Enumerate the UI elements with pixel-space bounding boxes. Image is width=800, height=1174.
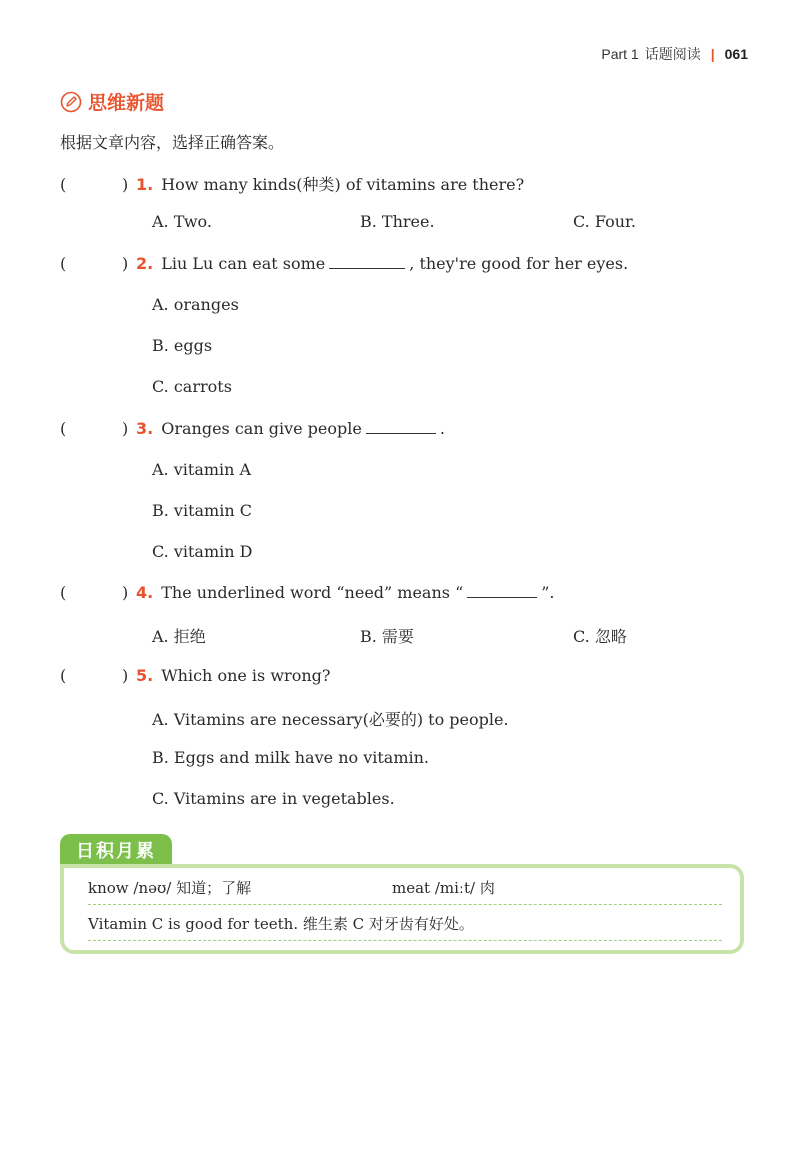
question-text: The underlined word “need” means “ bbox=[161, 583, 464, 602]
question-4: ( ) 4. The underlined word “need” means “ ”. bbox=[60, 583, 555, 602]
question-2: ( ) 2. Liu Lu can eat some , they're good for her eyes. bbox=[60, 254, 629, 273]
header-separator: | bbox=[710, 46, 715, 62]
option-a: A. oranges bbox=[152, 295, 239, 314]
header-topic: 话题阅读 bbox=[644, 46, 701, 62]
question-1: ( ) 1. How many kinds(种类) of vitamins are there? bbox=[60, 172, 524, 195]
option-c: C. vitamin D bbox=[152, 542, 253, 561]
page-header bbox=[601, 44, 748, 64]
page-number: 061 bbox=[724, 46, 748, 62]
section-title bbox=[60, 88, 164, 115]
option-b: B. Three. bbox=[360, 212, 435, 231]
question-text: Which one is wrong? bbox=[161, 666, 331, 685]
question-text: How many kinds(种类) of vitamins are there? bbox=[161, 175, 525, 194]
option-c: C. Vitamins are in vegetables. bbox=[152, 789, 395, 808]
question-text-after: , they're good for her eyes. bbox=[409, 254, 629, 273]
question-number: 1. bbox=[136, 175, 154, 194]
option-c: C. carrots bbox=[152, 377, 232, 396]
question-number: 3. bbox=[136, 419, 154, 438]
daily-tag: 日积月累 bbox=[60, 834, 172, 866]
option-a: A. Vitamins are necessary(必要的) to people. bbox=[152, 710, 509, 729]
option-b: B. 需要 bbox=[360, 627, 414, 646]
option-c: C. Four. bbox=[573, 212, 636, 231]
answer-blank bbox=[329, 267, 405, 269]
question-number: 2. bbox=[136, 254, 154, 273]
vocab-word-know: know /nəʊ/ 知道；了解 bbox=[88, 879, 252, 897]
option-b: B. Eggs and milk have no vitamin. bbox=[152, 748, 430, 767]
vocab-word-meat: meat /miːt/ 肉 bbox=[392, 879, 495, 897]
question-text-after: ”. bbox=[541, 583, 555, 602]
question-text-after: . bbox=[439, 419, 445, 438]
answer-blank bbox=[467, 596, 537, 598]
pencil-circle-icon bbox=[60, 91, 82, 113]
question-number: 4. bbox=[136, 583, 154, 602]
question-number: 5. bbox=[136, 666, 154, 685]
question-3: ( ) 3. Oranges can give people . bbox=[60, 419, 445, 438]
header-part: Part 1 bbox=[601, 46, 639, 62]
instruction: 根据文章内容，选择正确答案。 bbox=[60, 133, 285, 152]
option-b: B. eggs bbox=[152, 336, 213, 355]
vocab-row bbox=[88, 872, 722, 905]
option-c: C. 忽略 bbox=[573, 627, 627, 646]
option-a: A. 拒绝 bbox=[152, 627, 206, 646]
daily-box bbox=[60, 864, 744, 954]
answer-blank bbox=[366, 432, 436, 434]
sentence-row: Vitamin C is good for teeth. 维生素 C 对牙齿有好处。 bbox=[88, 908, 722, 941]
option-a: A. vitamin A bbox=[152, 460, 252, 479]
question-5: ( ) 5. Which one is wrong? bbox=[60, 666, 331, 685]
option-b: B. vitamin C bbox=[152, 501, 252, 520]
question-text: Liu Lu can eat some bbox=[161, 254, 326, 273]
option-a: A. Two. bbox=[152, 212, 212, 231]
section-title-text: 思维新题 bbox=[88, 92, 165, 114]
question-text: Oranges can give people bbox=[161, 419, 362, 438]
